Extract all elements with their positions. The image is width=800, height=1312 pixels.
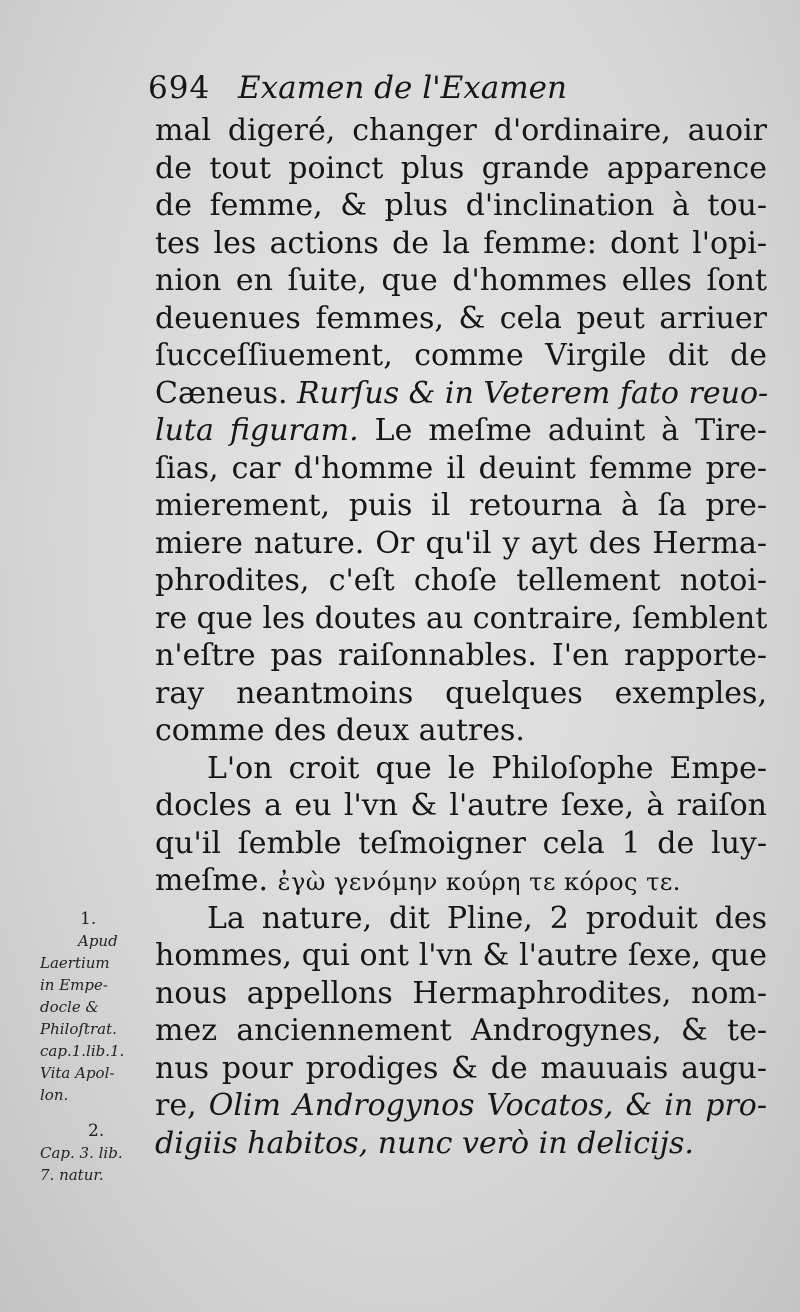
margin-note-line: Cap. 3. lib. (40, 1144, 123, 1162)
text-line: tes les actions de la femme: dont l'opi- (155, 225, 767, 261)
text-line: n'eſtre pas raiſonnables. I'en rapporte- (155, 638, 767, 673)
margin-note-line: lon. (40, 1086, 69, 1104)
latin-quote: luta figuram. (155, 413, 375, 448)
text-roman: meſme. (155, 863, 278, 898)
text-line: docles a eu l'vn & l'autre ſexe, à raiſon (155, 788, 767, 823)
text-line: ſias, car d'homme il deuint femme pre- (155, 450, 767, 486)
text-line: hommes, qui ont l'vn & l'autre ſexe, que (155, 938, 767, 973)
margin-note-line: Laertium (40, 954, 110, 972)
text-line: nion en ſuite, que d'hommes elles ſont (155, 263, 767, 298)
paragraph-start: La nature, dit Pline, 2 produit des (207, 900, 767, 936)
text-line: de femme, & plus d'inclination à tou- (155, 188, 767, 223)
text-line: nus pour prodiges & de mauuais augu- (155, 1050, 767, 1086)
body-text (155, 112, 767, 1162)
text-roman: Le meſme aduint à Tire- (374, 413, 767, 448)
margin-note-number: 1. (80, 909, 97, 929)
text-line-quote (155, 375, 767, 413)
text-line-quote: digiis habitos, nunc verò in delicijs. (155, 1125, 694, 1161)
paragraph-start: L'on croit que le Philoſophe Empe- (207, 750, 767, 786)
text-line: mierement, puis il retourna à ſa pre- (155, 488, 767, 523)
page-header (148, 68, 567, 108)
text-line: mal digeré, changer d'ordinaire, auoir (155, 113, 767, 148)
text-line: ray neantmoins quelques exemples, (155, 675, 767, 711)
margin-note-line: Vita Apol- (40, 1064, 115, 1082)
text-line-quote (155, 1087, 767, 1125)
text-line: comme des deux autres. (155, 713, 525, 748)
text-line: re que les doutes au contraire, ſemblent (155, 600, 768, 636)
greek-quote: ἐγὼ γενόμην κούρη τε κόρος τε. (277, 868, 681, 896)
margin-note-line: cap.1.lib.1. (40, 1042, 125, 1060)
latin-quote: Olim Androgynos Vocatos, & in pro- (208, 1088, 768, 1123)
text-line: mez anciennement Androgynes, & te- (155, 1013, 767, 1048)
page-number: 694 (148, 70, 211, 106)
text-line: nous appellons Hermaphrodites, nom- (155, 975, 767, 1011)
text-line: qu'il ſemble teſmoigner cela 1 de luy- (155, 825, 767, 861)
margin-notes (40, 908, 160, 1186)
margin-note-line: 7. natur. (40, 1166, 104, 1184)
text-line: deuenues femmes, & cela peut arriuer (155, 300, 767, 336)
latin-quote: Rurſus & in Veterem fato reuo- (297, 375, 769, 411)
text-line: phrodites, c'eſt choſe tellement notoi- (155, 563, 767, 598)
text-line: miere nature. Or qu'il y ayt des Herma- (155, 525, 767, 561)
margin-note-line: Apud (78, 932, 118, 950)
text-line: ſucceſſiuement, comme Virgile dit de (155, 338, 767, 373)
margin-note-line: docle & (40, 998, 99, 1016)
text-roman: re, (155, 1088, 209, 1123)
text-line: de tout poinct plus grande apparence (155, 150, 767, 186)
margin-note-number: 2. (88, 1121, 105, 1141)
margin-note-line: Philoſtrat. (40, 1020, 117, 1038)
text-roman: Cæneus. (155, 375, 298, 411)
text-line-greek (155, 862, 767, 900)
margin-note-line: in Empe- (40, 976, 108, 994)
text-line-quote (155, 412, 767, 450)
running-title: Examen de l'Examen (238, 70, 567, 106)
